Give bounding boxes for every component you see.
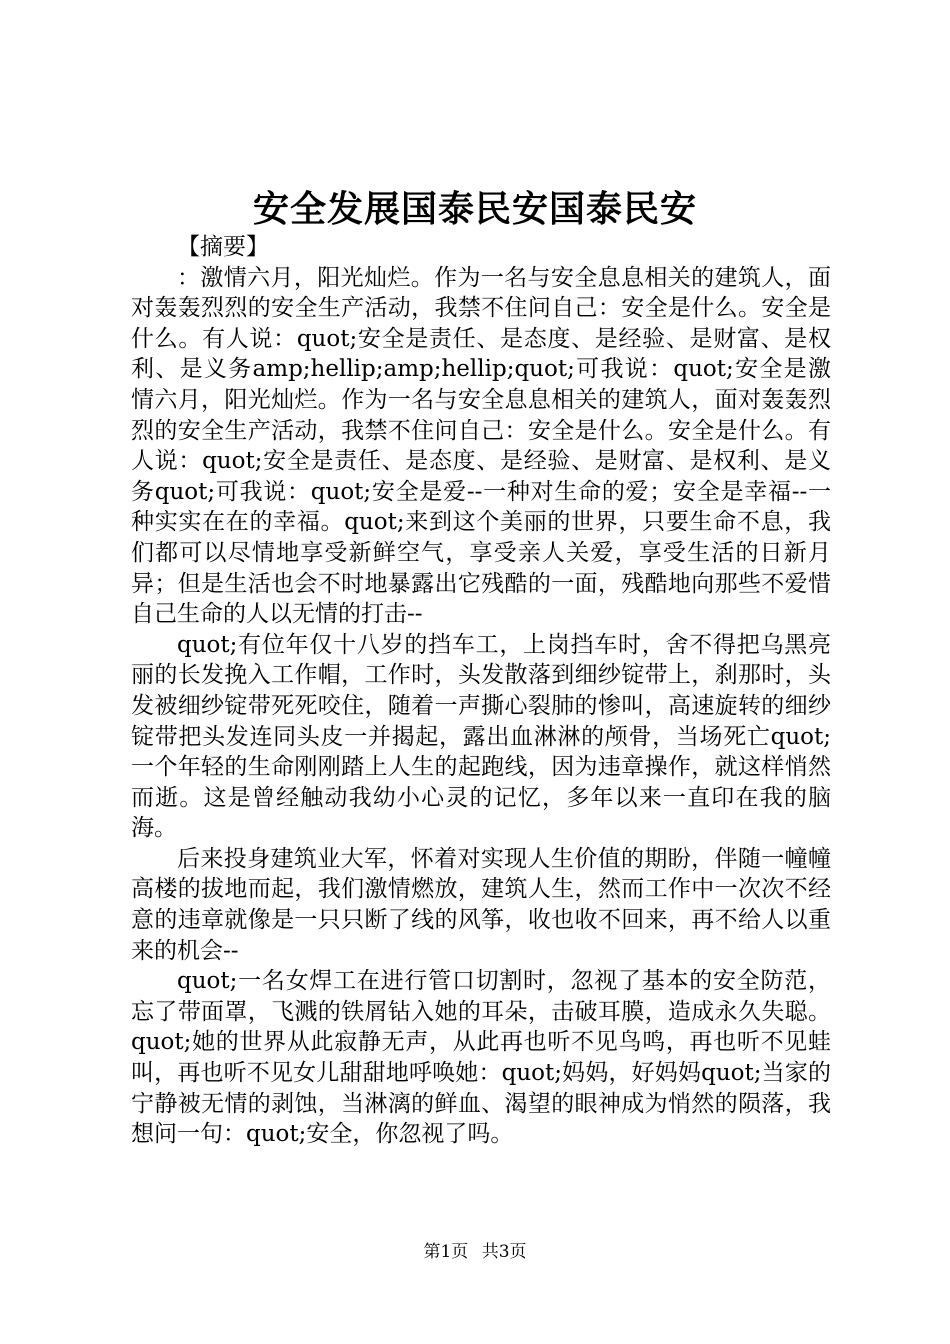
paragraph: quot;一名女焊工在进行管口切割时，忽视了基本的安全防范，忘了带面罩，飞溅的铁屑钻入她的耳朵，击破耳膜，造成永久失聪。quot;她的世界从此寂静无声，从此再也听不见鸟鸣，再也听不见蛙叫，再也听不见女儿甜甜地呼唤她：quot;妈妈，好妈妈quot;当家的宁静被无情的剥蚀，当淋漓的鲜血、渴望的眼神成为悄然的陨落，我想问一句：quot;安全，你忽视了吗。: [131, 968, 831, 1148]
document-title: 安全发展国泰民安国泰民安: [252, 188, 697, 230]
document-body: [131, 232, 831, 1150]
abstract-label: 【摘要】: [177, 234, 269, 260]
page-number: 第1页: [423, 1242, 469, 1262]
paragraph: quot;有位年仅十八岁的挡车工，上岗挡车时，舍不得把乌黑亮丽的长发挽入工作帽，工作时，头发散落到细纱锭带上，刹那时，头发被细纱锭带死死咬住，随着一声撕心裂肺的惨叫，高速旋转的细纱锭带把头发连同头皮一并揭起，露出血淋淋的颅骨，当场死亡quot;一个年轻的生命刚刚踏上人生的起跑线，因为违章操作，就这样悄然而逝。这是曾经触动我幼小心灵的记忆，多年以来一直印在我的脑海。: [131, 631, 831, 842]
paragraph: 后来投身建筑业大军，怀着对实现人生价值的期盼，伴随一幢幢高楼的拔地而起，我们激情燃放，建筑人生，然而工作中一次次不经意的违章就像是一只只断了线的风筝，收也收不回来，再不给人以重来的机会--: [131, 845, 831, 964]
page-total: 共3页: [481, 1242, 527, 1262]
paragraph: ：激情六月，阳光灿烂。作为一名与安全息息相关的建筑人，面对轰轰烈烈的安全生产活动，我禁不住问自己：安全是什么。安全是什么。有人说：quot;安全是责任、是态度、是经验、是财富、是权利、是义务amp;hellip;amp;hellip;quot;可我说：quot;安全是激情六月，阳光灿烂。作为一名与安全息息相关的建筑人，面对轰轰烈烈的安全生产活动，我禁不住问自己：安全是什么。安全是什么。有人说：quot;安全是责任、是态度、是经验、是财富、是权利、是义务quot;可我说：quot;安全是爱--一种对生命的爱；安全是幸福--一种实实在在的幸福。quot;来到这个美丽的世界，只要生命不息，我们都可以尽情地享受新鲜空气，享受亲人关爱，享受生活的日新月异；但是生活也会不时地暴露出它残酷的一面，残酷地向那些不爱惜自己生命的人以无情的打击--: [131, 264, 831, 628]
page-footer: [0, 1240, 950, 1264]
